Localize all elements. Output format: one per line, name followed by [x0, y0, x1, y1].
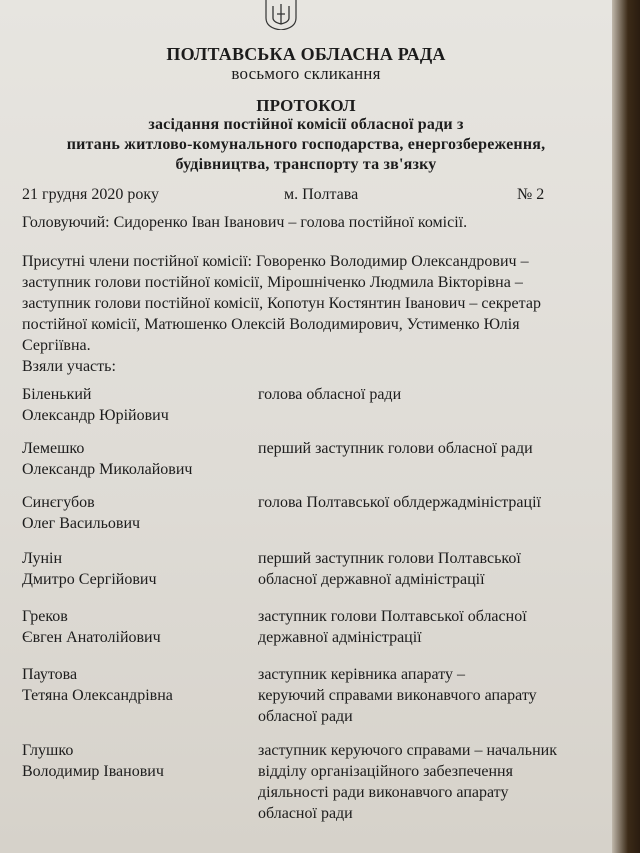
subtitle-line: будівництва, транспорту та зв'язку: [175, 156, 437, 173]
given-names: Олег Васильович: [22, 515, 141, 532]
present-line: Присутні члени постійної комісії: Говоренко Володимир Олександрович –: [22, 253, 529, 270]
meeting-city: м. Полтава: [284, 186, 359, 203]
role-line: заступник голови Полтавської обласної: [258, 608, 527, 625]
surname: Лунін: [22, 550, 63, 567]
participant-name: [22, 606, 242, 648]
role-line: заступник керуючого справами – начальник: [258, 742, 557, 759]
participant-role: [258, 606, 570, 648]
role-line: заступник керівника апарату –: [258, 666, 466, 683]
participant-name: [22, 492, 242, 534]
participant-name: [22, 664, 242, 706]
participant-role: [258, 548, 570, 590]
subtitle-line: питань житлово-комунального господарства, енергозбереження,: [66, 136, 546, 153]
surname: Глушко: [22, 742, 74, 759]
participant-role: [258, 492, 570, 513]
role-line: голова Полтавської облдержадміністрації: [258, 494, 541, 511]
surname: Лемешко: [22, 440, 85, 457]
table-background: [610, 0, 640, 853]
surname: Синєгубов: [22, 494, 95, 511]
role-line: голова обласної ради: [258, 386, 402, 403]
present-line: заступник голови постійної комісії, Мірошніченко Людмила Вікторівна –: [22, 274, 523, 291]
given-names: Олександр Юрійович: [22, 407, 169, 424]
role-line: обласної ради: [258, 805, 353, 822]
role-line: обласної державної адміністрації: [258, 571, 485, 588]
convocation: восьмого скликання: [231, 64, 381, 83]
given-names: Євген Анатолійович: [22, 629, 161, 646]
participant-name: [22, 740, 242, 782]
participant-role: [258, 740, 570, 824]
role-line: перший заступник голови обласної ради: [258, 440, 533, 457]
given-names: Олександр Миколайович: [22, 461, 193, 478]
participants-heading: Взяли участь:: [22, 358, 116, 375]
participant-role: [258, 664, 570, 727]
surname: Паутова: [22, 666, 78, 683]
protocol-number: № 2: [517, 186, 545, 203]
surname: Греков: [22, 608, 68, 625]
participant-name: [22, 548, 242, 590]
given-names: Володимир Іванович: [22, 763, 164, 780]
participant-name: [22, 438, 242, 480]
role-line: відділу організаційного забезпечення: [258, 763, 513, 780]
participant-role: [258, 384, 570, 405]
role-line: обласної ради: [258, 708, 353, 725]
present-line: Сергіївна.: [22, 337, 91, 354]
participant-name: [22, 384, 242, 426]
given-names: Дмитро Сергійович: [22, 571, 157, 588]
meeting-date: 21 грудня 2020 року: [22, 186, 159, 203]
role-line: діяльності ради виконавчого апарату: [258, 784, 509, 801]
role-line: державної адміністрації: [258, 629, 422, 646]
meta-row: [22, 186, 582, 208]
participant-role: [258, 438, 570, 459]
role-line: керуючий справами виконавчого апарату: [258, 687, 537, 704]
ukraine-trident-emblem-icon: [262, 0, 300, 30]
present-members: [22, 251, 567, 356]
given-names: Тетяна Олександрівна: [22, 687, 173, 704]
document-type: ПРОТОКОЛ: [256, 96, 356, 115]
council-title: ПОЛТАВСЬКА ОБЛАСНА РАДА: [166, 44, 446, 64]
present-line: заступник голови постійної комісії, Копотун Костянтин Іванович – секретар: [22, 295, 541, 312]
chair-line: Головуючий: Сидоренко Іван Іванович – голова постійної комісії.: [22, 214, 468, 231]
role-line: перший заступник голови Полтавської: [258, 550, 521, 567]
surname: Біленький: [22, 386, 92, 403]
subtitle-line: засідання постійної комісії обласної ради з: [148, 116, 464, 133]
present-line: постійної комісії, Матюшенко Олексій Володимирович, Устименко Юлія: [22, 316, 520, 333]
